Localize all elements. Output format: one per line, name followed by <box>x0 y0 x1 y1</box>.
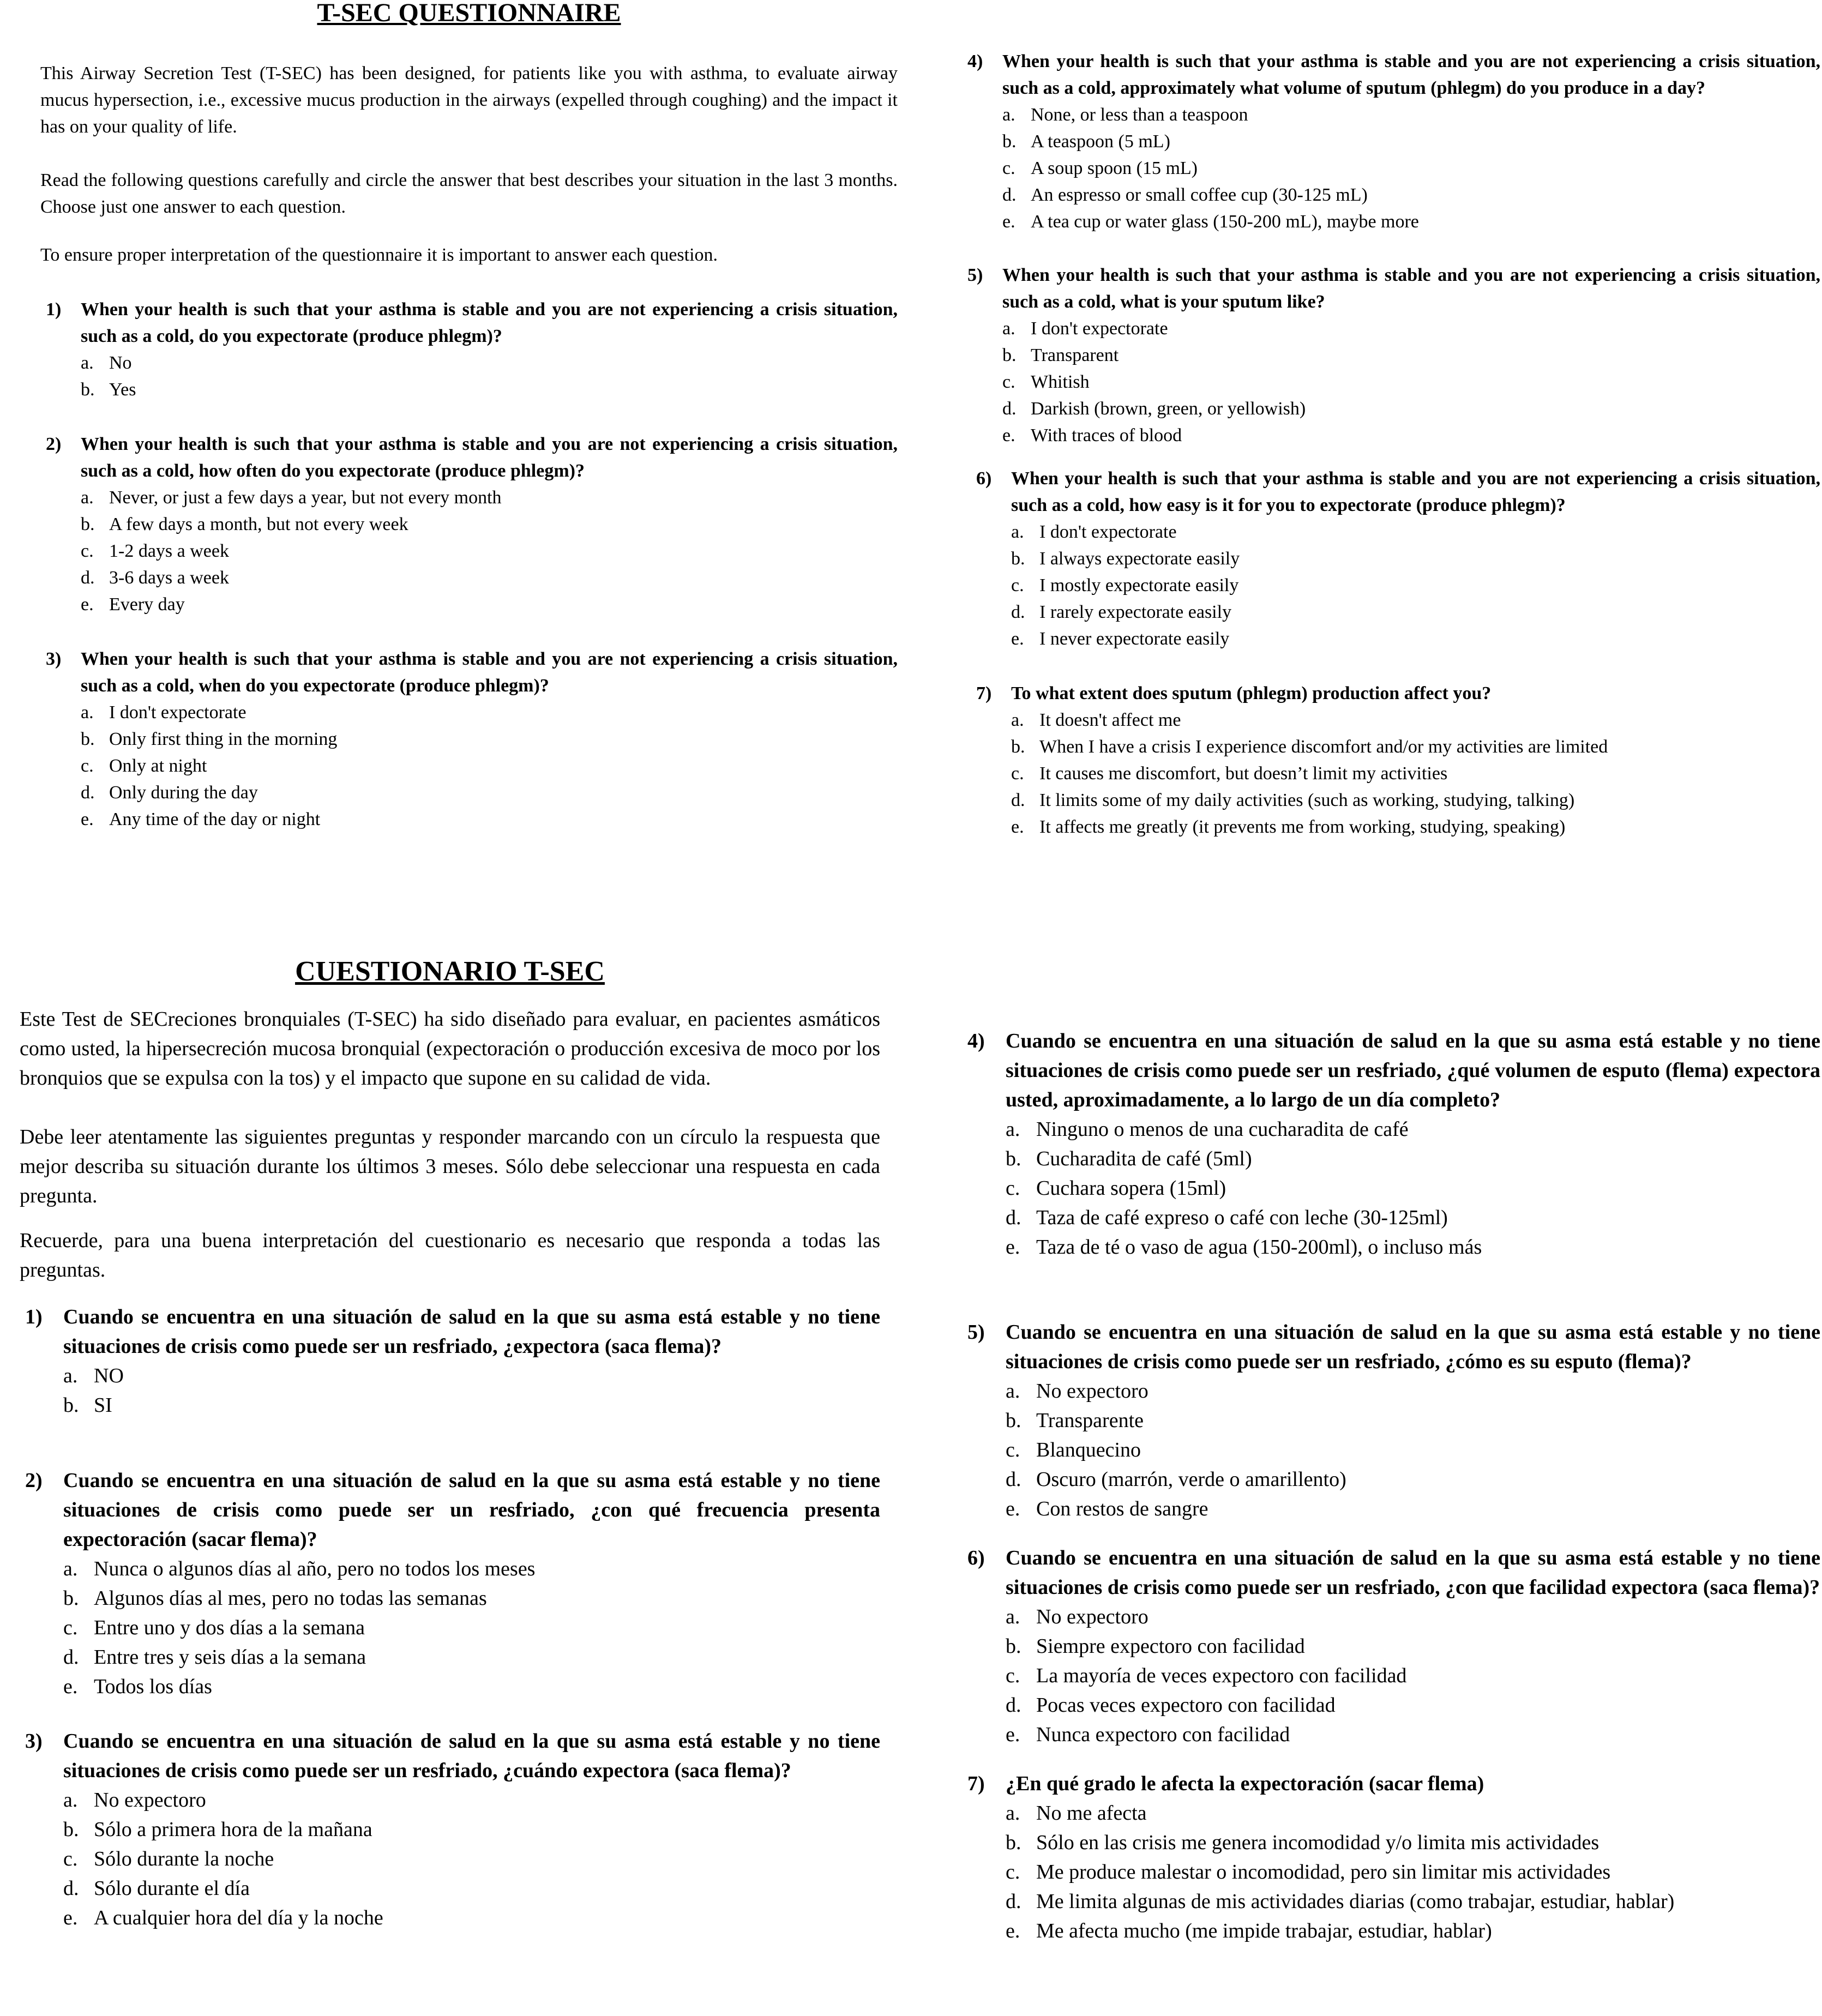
option-letter: e. <box>1002 212 1015 232</box>
question-number: 2) <box>46 434 62 454</box>
option-text: La mayoría de veces expectoro con facilidad <box>1036 1664 1407 1687</box>
spanish-intro-paragraph-2: Debe leer atentamente las siguientes preguntas y responder marcando con un círculo la respuesta que mejor describa su situación durante los últimos 3 meses. Sólo debe seleccionar una respuesta en cada pregunta. <box>20 1126 880 1207</box>
option-text: No expectoro <box>94 1789 206 1812</box>
answer-option-e[interactable] <box>81 591 898 618</box>
english-title: T-SEC QUESTIONNAIRE <box>317 0 621 27</box>
option-text: No <box>109 353 132 373</box>
spanish-intro-paragraph-3: Recuerde, para una buena interpretación del cuestionario es necesario que responda a todas las preguntas. <box>20 1229 880 1281</box>
option-letter: a. <box>1011 710 1024 730</box>
question-number: 4) <box>967 1030 985 1052</box>
option-letter: b. <box>81 380 95 400</box>
answer-option-e[interactable] <box>1006 1494 1820 1524</box>
english-question-4 <box>962 48 1820 235</box>
option-text: I mostly expectorate easily <box>1039 575 1239 595</box>
question-number: 1) <box>25 1305 43 1328</box>
answer-option-e[interactable] <box>63 1903 880 1933</box>
option-letter: c. <box>1006 1664 1020 1687</box>
option-text: No expectoro <box>1036 1605 1148 1628</box>
option-letter: d. <box>1006 1694 1021 1717</box>
option-text: Transparente <box>1036 1409 1144 1432</box>
answer-option-c[interactable] <box>1011 760 1820 787</box>
option-letter: a. <box>1011 522 1024 542</box>
option-text: Pocas veces expectoro con facilidad <box>1036 1694 1336 1717</box>
option-letter: e. <box>1006 1236 1020 1259</box>
option-text: Never, or just a few days a year, but not every month <box>109 488 502 508</box>
answer-option-a[interactable] <box>81 699 898 726</box>
option-letter: e. <box>1002 425 1015 446</box>
option-letter: c. <box>1006 1439 1020 1461</box>
english-question-6 <box>962 465 1820 652</box>
answer-option-c[interactable] <box>63 1844 880 1874</box>
option-letter: d. <box>1002 399 1017 419</box>
answer-options <box>962 101 1820 235</box>
english-intro-paragraph-2: Read the following questions carefully and circle the answer that best describes your situation in the last 3 months. Choose just one answer to each question. <box>40 170 898 217</box>
question-number: 3) <box>46 649 62 669</box>
answer-options <box>20 1361 880 1420</box>
option-text: Nunca o algunos días al año, pero no todos los meses <box>94 1557 536 1580</box>
option-letter: b. <box>63 1394 79 1417</box>
option-text: Taza de té o vaso de agua (150-200ml), o incluso más <box>1036 1236 1482 1259</box>
option-text: It affects me greatly (it prevents me from working, studying, speaking) <box>1039 817 1566 837</box>
answer-option-a[interactable] <box>81 350 898 376</box>
option-text: Todos los días <box>94 1675 212 1698</box>
option-letter: c. <box>1006 1861 1020 1883</box>
option-text: Only first thing in the morning <box>109 729 338 749</box>
english-question-2 <box>40 431 898 618</box>
option-letter: d. <box>1006 1890 1021 1913</box>
option-text: Ninguno o menos de una cucharadita de café <box>1036 1118 1409 1141</box>
option-letter: c. <box>81 756 94 776</box>
question-text: When your health is such that your asthma is stable and you are not experiencing a crisis situation, such as a cold, do you expectorate (produce phlegm)? <box>81 299 898 346</box>
option-text: NO <box>94 1364 124 1387</box>
option-letter: b. <box>1011 737 1025 757</box>
option-letter: c. <box>1002 158 1015 178</box>
option-text: Sólo en las crisis me genera incomodidad y/o limita mis actividades <box>1036 1831 1599 1854</box>
answer-option-d[interactable] <box>1006 1203 1820 1232</box>
option-letter: b. <box>1006 1147 1021 1170</box>
answer-option-d[interactable] <box>1011 599 1820 625</box>
english-question-7 <box>962 680 1820 840</box>
option-letter: e. <box>1006 1723 1020 1746</box>
option-letter: d. <box>1002 185 1017 205</box>
option-text: None, or less than a teaspoon <box>1031 105 1248 125</box>
option-letter: b. <box>1002 131 1017 152</box>
option-letter: e. <box>81 809 94 829</box>
option-letter: d. <box>63 1877 79 1900</box>
option-text: Sólo durante el día <box>94 1877 250 1900</box>
question-text: When your health is such that your asthma is stable and you are not experiencing a crisis situation, such as a cold, how easy is it for you to expectorate (produce phlegm)? <box>1011 468 1820 515</box>
option-letter: b. <box>1011 549 1025 569</box>
option-letter: c. <box>1011 763 1024 784</box>
question-number: 2) <box>25 1469 43 1492</box>
option-text: I always expectorate easily <box>1039 549 1240 569</box>
answer-option-a[interactable] <box>1002 101 1820 128</box>
question-text: Cuando se encuentra en una situación de salud en la que su asma está estable y no tiene situaciones de crisis como puede ser un resfriado, ¿cuándo expectora (saca flema)? <box>63 1730 880 1782</box>
option-text: Me afecta mucho (me impide trabajar, estudiar, hablar) <box>1036 1919 1492 1942</box>
answer-option-a[interactable] <box>1002 315 1820 342</box>
option-text: Any time of the day or night <box>109 809 321 829</box>
answer-option-e[interactable] <box>81 806 898 833</box>
option-letter: b. <box>1002 345 1017 365</box>
answer-option-e[interactable] <box>1006 1916 1820 1946</box>
option-letter: d. <box>1006 1206 1021 1229</box>
option-letter: c. <box>1006 1177 1020 1200</box>
english-left-column <box>40 0 898 833</box>
option-text: Sólo a primera hora de la mañana <box>94 1818 372 1841</box>
answer-option-a[interactable] <box>1011 519 1820 545</box>
option-letter: e. <box>1006 1919 1020 1942</box>
answer-option-c[interactable] <box>81 753 898 779</box>
english-right-column <box>962 48 1820 840</box>
spanish-title: CUESTIONARIO T-SEC <box>295 956 605 987</box>
option-text: It causes me discomfort, but doesn’t limit my activities <box>1039 763 1448 784</box>
option-letter: a. <box>81 702 94 723</box>
option-letter: e. <box>1011 629 1024 649</box>
option-text: Nunca expectoro con facilidad <box>1036 1723 1290 1746</box>
option-letter: b. <box>63 1818 79 1841</box>
answer-option-b[interactable] <box>1006 1632 1820 1661</box>
option-letter: a. <box>81 353 94 373</box>
option-text: An espresso or small coffee cup (30-125 mL) <box>1031 185 1368 205</box>
option-letter: d. <box>81 783 95 803</box>
spanish-question-7 <box>962 1769 1820 1946</box>
option-text: A soup spoon (15 mL) <box>1031 158 1198 178</box>
option-letter: d. <box>81 568 95 588</box>
spanish-left-column <box>20 955 880 1933</box>
answer-option-b[interactable] <box>81 511 898 538</box>
option-letter: b. <box>1006 1635 1021 1658</box>
option-text: Taza de café expreso o café con leche (30-125ml) <box>1036 1206 1448 1229</box>
question-text: When your health is such that your asthma is stable and you are not experiencing a crisis situation, such as a cold, when do you expectorate (produce phlegm)? <box>81 649 898 696</box>
option-text: Every day <box>109 594 185 615</box>
answer-option-a[interactable] <box>63 1785 880 1815</box>
answer-option-a[interactable] <box>63 1554 880 1584</box>
option-letter: b. <box>81 514 95 534</box>
question-number: 7) <box>967 1772 985 1795</box>
option-letter: b. <box>1006 1409 1021 1432</box>
option-letter: c. <box>81 541 94 561</box>
spanish-question-2 <box>20 1466 880 1701</box>
answer-options <box>962 315 1820 449</box>
answer-option-a[interactable] <box>1006 1376 1820 1406</box>
option-text: Only at night <box>109 756 207 776</box>
option-text: A tea cup or water glass (150-200 mL), maybe more <box>1031 212 1419 232</box>
english-intro-paragraph-1: This Airway Secretion Test (T-SEC) has been designed, for patients like you with asthma, to evaluate airway mucus hypersection, i.e., excessive mucus production in the airways (expelled through coughing) and the impact it has on your quality of life. <box>40 63 898 137</box>
option-text: Blanquecino <box>1036 1439 1141 1461</box>
option-letter: a. <box>1006 1802 1020 1825</box>
option-text: Yes <box>109 380 136 400</box>
spanish-question-6 <box>962 1543 1820 1749</box>
answer-option-c[interactable] <box>81 538 898 564</box>
option-text: I rarely expectorate easily <box>1039 602 1232 622</box>
option-text: Only during the day <box>109 783 258 803</box>
option-text: Con restos de sangre <box>1036 1497 1208 1520</box>
answer-options <box>20 1785 880 1933</box>
option-text: Cucharadita de café (5ml) <box>1036 1147 1252 1170</box>
option-letter: a. <box>1006 1380 1020 1403</box>
option-letter: d. <box>1006 1468 1021 1491</box>
option-letter: a. <box>63 1557 78 1580</box>
option-text: A teaspoon (5 mL) <box>1031 131 1170 152</box>
spanish-question-3 <box>20 1726 880 1933</box>
option-letter: b. <box>63 1587 79 1610</box>
question-text: When your health is such that your asthma is stable and you are not experiencing a crisis situation, such as a cold, what is your sputum like? <box>1002 265 1820 312</box>
option-letter: a. <box>1002 318 1015 339</box>
option-letter: b. <box>1006 1831 1021 1854</box>
option-letter: e. <box>63 1906 78 1929</box>
answer-option-c[interactable] <box>1006 1174 1820 1203</box>
question-text: To what extent does sputum (phlegm) production affect you? <box>1011 683 1492 703</box>
answer-option-c[interactable] <box>1002 155 1820 182</box>
option-text: I don't expectorate <box>1039 522 1177 542</box>
question-text: Cuando se encuentra en una situación de salud en la que su asma está estable y no tiene situaciones de crisis como puede ser un resfriado, ¿expectora (saca flema)? <box>63 1305 880 1358</box>
option-text: Cuchara sopera (15ml) <box>1036 1177 1226 1200</box>
answer-option-b[interactable] <box>1011 545 1820 572</box>
question-number: 3) <box>25 1730 43 1753</box>
question-number: 7) <box>976 683 992 703</box>
option-letter: a. <box>1002 105 1015 125</box>
answer-option-d[interactable] <box>1006 1887 1820 1916</box>
option-text: Entre uno y dos días a la semana <box>94 1616 365 1639</box>
english-question-3 <box>40 646 898 833</box>
option-letter: a. <box>63 1789 78 1812</box>
spanish-question-4 <box>962 1026 1820 1262</box>
option-letter: e. <box>63 1675 78 1698</box>
option-text: Sólo durante la noche <box>94 1848 274 1870</box>
option-letter: d. <box>1011 602 1025 622</box>
answer-option-c[interactable] <box>1011 572 1820 599</box>
option-letter: a. <box>63 1364 78 1387</box>
answer-option-b[interactable] <box>1006 1406 1820 1435</box>
question-text: Cuando se encuentra en una situación de salud en la que su asma está estable y no tiene situaciones de crisis como puede ser un resfriado, ¿cómo es su esputo (flema)? <box>1006 1321 1820 1373</box>
option-letter: c. <box>1011 575 1024 595</box>
option-letter: e. <box>81 594 94 615</box>
answer-options <box>40 350 898 403</box>
option-text: Me produce malestar o incomodidad, pero sin limitar mis actividades <box>1036 1861 1611 1883</box>
english-question-5 <box>962 262 1820 449</box>
answer-option-e[interactable] <box>1006 1720 1820 1749</box>
answer-option-b[interactable] <box>81 726 898 753</box>
answer-options <box>40 699 898 833</box>
answer-option-a[interactable] <box>1006 1602 1820 1632</box>
spanish-question-1 <box>20 1302 880 1420</box>
answer-option-b[interactable] <box>63 1815 880 1844</box>
option-text: No me afecta <box>1036 1802 1147 1825</box>
option-text: A cualquier hora del día y la noche <box>94 1906 383 1929</box>
spanish-question-5 <box>962 1317 1820 1524</box>
answer-option-a[interactable] <box>63 1361 880 1391</box>
answer-options <box>971 519 1820 652</box>
answer-option-b[interactable] <box>1011 733 1820 760</box>
answer-options <box>962 1602 1820 1749</box>
english-intro-paragraph-3: To ensure proper interpretation of the questionnaire it is important to answer each question. <box>40 245 718 265</box>
answer-option-d[interactable] <box>1002 182 1820 208</box>
answer-option-d[interactable] <box>63 1642 880 1672</box>
question-text: When your health is such that your asthma is stable and you are not experiencing a crisis situation, such as a cold, approximately what volume of sputum (phlegm) do you produce in a day? <box>1002 51 1820 98</box>
answer-options <box>20 1554 880 1701</box>
answer-option-c[interactable] <box>1006 1435 1820 1465</box>
option-text: It doesn't affect me <box>1039 710 1181 730</box>
english-question-1 <box>40 296 898 403</box>
question-number: 6) <box>976 468 992 489</box>
option-letter: c. <box>63 1848 78 1870</box>
option-letter: e. <box>1011 817 1024 837</box>
question-number: 1) <box>46 299 62 320</box>
answer-option-e[interactable] <box>1011 625 1820 652</box>
answer-option-d[interactable] <box>1011 787 1820 814</box>
question-text: Cuando se encuentra en una situación de salud en la que su asma está estable y no tiene situaciones de crisis como puede ser un resfriado, ¿qué volumen de esputo (flema) expectora usted, aproximadamente, a lo largo de un día completo? <box>1006 1030 1820 1111</box>
option-text: No expectoro <box>1036 1380 1148 1403</box>
option-text: I never expectorate easily <box>1039 629 1230 649</box>
option-letter: b. <box>81 729 95 749</box>
option-letter: c. <box>1002 372 1015 392</box>
option-letter: a. <box>1006 1605 1020 1628</box>
answer-option-d[interactable] <box>81 779 898 806</box>
answer-option-a[interactable] <box>1011 707 1820 733</box>
answer-option-d[interactable] <box>1006 1690 1820 1720</box>
option-letter: d. <box>1011 790 1025 810</box>
option-text: Oscuro (marrón, verde o amarillento) <box>1036 1468 1346 1491</box>
option-text: A few days a month, but not every week <box>109 514 408 534</box>
option-text: Whitish <box>1031 372 1090 392</box>
answer-option-b[interactable] <box>1002 342 1820 369</box>
answer-options <box>962 1115 1820 1262</box>
answer-option-e[interactable] <box>1006 1232 1820 1262</box>
answer-option-e[interactable] <box>1011 814 1820 840</box>
spanish-intro-paragraph-1: Este Test de SECreciones bronquiales (T-SEC) ha sido diseñado para evaluar, en pacientes asmáticos como usted, la hipersecreción mucosa bronquial (expectoración o producción excesiva de moco por los bronquios que se expulsa con la tos) y el impacto que supone en su calidad de vida. <box>20 1008 880 1090</box>
option-letter: d. <box>63 1646 79 1669</box>
question-text: ¿En qué grado le afecta la expectoración (sacar flema) <box>1006 1772 1484 1795</box>
answer-option-d[interactable] <box>81 564 898 591</box>
option-text: Siempre expectoro con facilidad <box>1036 1635 1305 1658</box>
answer-option-c[interactable] <box>1002 369 1820 395</box>
option-letter: c. <box>63 1616 78 1639</box>
question-number: 5) <box>967 1321 985 1344</box>
option-letter: e. <box>1006 1497 1020 1520</box>
answer-option-b[interactable] <box>1006 1828 1820 1857</box>
answer-options <box>971 707 1820 840</box>
option-text: With traces of blood <box>1031 425 1182 446</box>
option-letter: a. <box>81 488 94 508</box>
answer-option-d[interactable] <box>63 1874 880 1903</box>
option-text: 1-2 days a week <box>109 541 229 561</box>
answer-option-b[interactable] <box>1006 1144 1820 1174</box>
answer-option-d[interactable] <box>1002 395 1820 422</box>
answer-option-b[interactable] <box>81 376 898 403</box>
option-text: It limits some of my daily activities (such as working, studying, talking) <box>1039 790 1575 810</box>
spanish-right-column <box>962 1026 1820 1946</box>
answer-option-c[interactable] <box>1006 1857 1820 1887</box>
option-text: I don't expectorate <box>1031 318 1168 339</box>
answer-options <box>40 484 898 618</box>
question-number: 5) <box>967 265 983 285</box>
option-letter: a. <box>1006 1118 1020 1141</box>
answer-option-e[interactable] <box>1002 208 1820 235</box>
answer-options <box>962 1376 1820 1524</box>
option-text: I don't expectorate <box>109 702 246 723</box>
option-text: Darkish (brown, green, or yellowish) <box>1031 399 1306 419</box>
option-text: 3-6 days a week <box>109 568 229 588</box>
answer-option-e[interactable] <box>1002 422 1820 449</box>
option-text: SI <box>94 1394 112 1417</box>
option-text: Algunos días al mes, pero no todas las semanas <box>94 1587 487 1610</box>
answer-option-a[interactable] <box>1006 1115 1820 1144</box>
option-text: Entre tres y seis días a la semana <box>94 1646 366 1669</box>
option-text: Transparent <box>1031 345 1119 365</box>
answer-option-a[interactable] <box>1006 1798 1820 1828</box>
question-text: When your health is such that your asthma is stable and you are not experiencing a crisis situation, such as a cold, how often do you expectorate (produce phlegm)? <box>81 434 898 481</box>
answer-option-e[interactable] <box>63 1672 880 1701</box>
question-number: 4) <box>967 51 983 71</box>
option-text: When I have a crisis I experience discomfort and/or my activities are limited <box>1039 737 1608 757</box>
answer-option-a[interactable] <box>81 484 898 511</box>
answer-option-c[interactable] <box>1006 1661 1820 1690</box>
answer-option-b[interactable] <box>1002 128 1820 155</box>
answer-options <box>962 1798 1820 1946</box>
option-text: Me limita algunas de mis actividades diarias (como trabajar, estudiar, hablar) <box>1036 1890 1675 1913</box>
question-text: Cuando se encuentra en una situación de salud en la que su asma está estable y no tiene situaciones de crisis como puede ser un resfriado, ¿con que facilidad expectora (saca flema)? <box>1006 1546 1820 1599</box>
answer-option-c[interactable] <box>63 1613 880 1642</box>
answer-option-d[interactable] <box>1006 1465 1820 1494</box>
question-number: 6) <box>967 1546 985 1569</box>
answer-option-b[interactable] <box>63 1391 880 1420</box>
question-text: Cuando se encuentra en una situación de salud en la que su asma está estable y no tiene situaciones de crisis como puede ser un resfriado, ¿con qué frecuencia presenta expectoración (sacar flema)? <box>63 1469 880 1551</box>
answer-option-b[interactable] <box>63 1584 880 1613</box>
